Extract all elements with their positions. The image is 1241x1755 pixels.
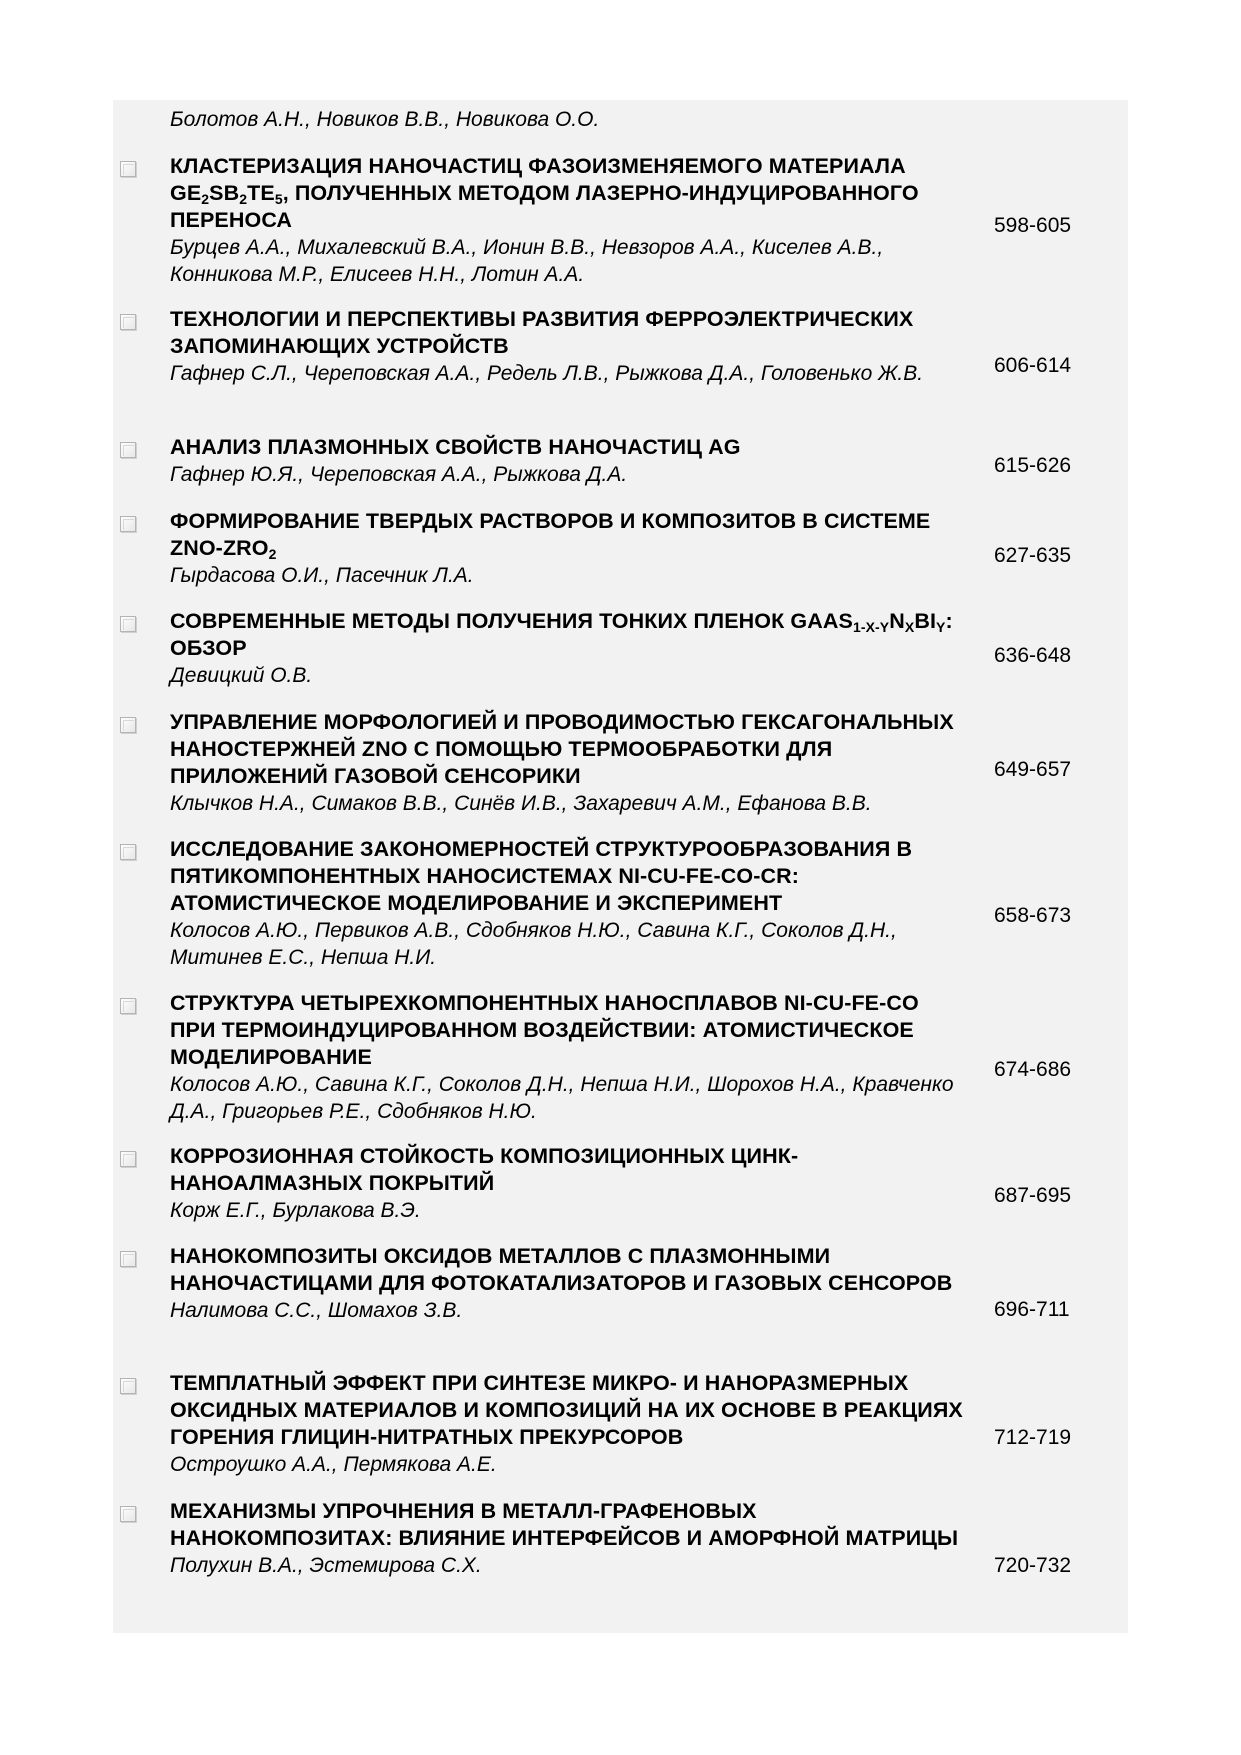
article-authors: Полухин В.А., Эстемирова С.Х.: [170, 1554, 482, 1577]
article-authors: Налимова С.С., Шомахов З.В.: [170, 1299, 463, 1322]
entry-text: [170, 1143, 970, 1224]
article-title[interactable]: ТЕХНОЛОГИИ И ПЕРСПЕКТИВЫ РАЗВИТИЯ ФЕРРОЭЛЕКТРИЧЕСКИХ ЗАПОМИНАЮЩИХ УСТРОЙСТВ: [170, 307, 914, 358]
checkbox-icon[interactable]: [120, 1378, 136, 1394]
checkbox-icon[interactable]: [120, 1251, 136, 1267]
article-authors: Бурцев А.А., Михалевский В.А., Ионин В.В., Невзоров А.А., Киселев А.В., Конникова М.Р., Елисеев Н.Н., Лотин А.А.: [170, 236, 884, 286]
article-pages: 712-719: [994, 1426, 1072, 1449]
entry-text: [170, 836, 970, 971]
article-authors: Гафнер С.Л., Череповская А.А., Редель Л.В., Рыжкова Д.А., Головенько Ж.В.: [170, 362, 924, 385]
article-title[interactable]: СТРУКТУРА ЧЕТЫРЕХКОМПОНЕНТНЫХ НАНОСПЛАВОВ NI-CU-FE-CO ПРИ ТЕРМОИНДУЦИРОВАННОМ ВОЗДЕЙСТВИИ: АТОМИСТИЧЕСКОЕ МОДЕЛИРОВАНИЕ: [170, 991, 919, 1069]
article-title[interactable]: ИССЛЕДОВАНИЕ ЗАКОНОМЕРНОСТЕЙ СТРУКТУРООБРАЗОВАНИЯ В ПЯТИКОМПОНЕНТНЫХ НАНОСИСТЕМАХ NI-CU-FE-CO-CR: АТОМИСТИЧЕСКОЕ МОДЕЛИРОВАНИЕ И ЭКСПЕРИМЕНТ: [170, 837, 913, 915]
entry-text: [170, 434, 970, 488]
article-title[interactable]: СОВРЕМЕННЫЕ МЕТОДЫ ПОЛУЧЕНИЯ ТОНКИХ ПЛЕНОК $GAAS_{1-X-Y}N_XBI_Y$: ОБЗОР: [170, 609, 953, 660]
article-title[interactable]: МЕХАНИЗМЫ УПРОЧНЕНИЯ В МЕТАЛЛ-ГРАФЕНОВЫХ НАНОКОМПОЗИТАХ: ВЛИЯНИЕ ИНТЕРФЕЙСОВ И АМОРФНОЙ МАТРИЦЫ: [170, 1499, 959, 1550]
article-pages: 636-648: [994, 644, 1072, 667]
article-authors: Колосов А.Ю., Первиков А.В., Сдобняков Н.Ю., Савина К.Г., Соколов Д.Н., Митинев Е.С., Непша Н.И.: [170, 919, 897, 969]
entry-text: [170, 153, 970, 288]
entry-text: [170, 608, 970, 689]
article-title[interactable]: ФОРМИРОВАНИЕ ТВЕРДЫХ РАСТВОРОВ И КОМПОЗИТОВ В СИСТЕМЕ ZNO-$ZRO_2$: [170, 509, 931, 562]
article-title[interactable]: КОРРОЗИОННАЯ СТОЙКОСТЬ КОМПОЗИЦИОННЫХ ЦИНК-НАНОАЛМАЗНЫХ ПОКРЫТИЙ: [170, 1144, 799, 1195]
entry-text: [170, 1498, 970, 1579]
entry-text: [170, 1243, 970, 1324]
checkbox-icon[interactable]: [120, 516, 136, 532]
article-pages: 674-686: [994, 1058, 1072, 1081]
checkbox-icon[interactable]: [120, 1506, 136, 1522]
article-title[interactable]: УПРАВЛЕНИЕ МОРФОЛОГИЕЙ И ПРОВОДИМОСТЬЮ ГЕКСАГОНАЛЬНЫХ НАНОСТЕРЖНЕЙ ZNO С ПОМОЩЬЮ ТЕРМООБРАБОТКИ ДЛЯ ПРИЛОЖЕНИЙ ГАЗОВОЙ СЕНСОРИКИ: [170, 710, 954, 788]
article-authors: Гафнер Ю.Я., Череповская А.А., Рыжкова Д.А.: [170, 463, 628, 486]
entry-text: [170, 709, 970, 817]
article-pages: 687-695: [994, 1184, 1072, 1207]
checkbox-icon[interactable]: [120, 717, 136, 733]
article-pages: 720-732: [994, 1554, 1072, 1577]
article-title[interactable]: НАНОКОМПОЗИТЫ ОКСИДОВ МЕТАЛЛОВ С ПЛАЗМОННЫМИ НАНОЧАСТИЦАМИ ДЛЯ ФОТОКАТАЛИЗАТОРОВ И ГАЗОВЫХ СЕНСОРОВ: [170, 1244, 953, 1295]
entry-text: [170, 990, 970, 1125]
article-authors: Корж Е.Г., Бурлакова В.Э.: [170, 1199, 421, 1222]
entry-text: [170, 306, 970, 387]
article-pages: 627-635: [994, 544, 1072, 567]
article-title[interactable]: ТЕМПЛАТНЫЙ ЭФФЕКТ ПРИ СИНТЕЗЕ МИКРО- И НАНОРАЗМЕРНЫХ ОКСИДНЫХ МАТЕРИАЛОВ И КОМПОЗИЦИЙ НА ИХ ОСНОВЕ В РЕАКЦИЯХ ГОРЕНИЯ ГЛИЦИН-НИТРАТНЫХ ПРЕКУРСОРОВ: [170, 1371, 963, 1449]
article-pages: 615-626: [994, 454, 1072, 477]
article-title[interactable]: КЛАСТЕРИЗАЦИЯ НАНОЧАСТИЦ ФАЗОИЗМЕНЯЕМОГО МАТЕРИАЛА $GE_2SB_2TE_5$, ПОЛУЧЕННЫХ МЕТОДОМ ЛАЗЕРНО-ИНДУЦИРОВАННОГО ПЕРЕНОСА: [170, 154, 919, 232]
article-authors: Клычков Н.А., Симаков В.В., Синёв И.В., Захаревич А.М., Ефанова В.В.: [170, 792, 872, 815]
entry-text: [170, 508, 970, 589]
checkbox-icon[interactable]: [120, 442, 136, 458]
article-authors: Колосов А.Ю., Савина К.Г., Соколов Д.Н., Непша Н.И., Шорохов Н.А., Кравченко Д.А., Григорьев Р.Е., Сдобняков Н.Ю.: [170, 1073, 954, 1123]
continued-authors: Болотов А.Н., Новиков В.В., Новикова О.О.: [170, 108, 600, 131]
article-pages: 658-673: [994, 904, 1072, 927]
article-authors: Гырдасова О.И., Пасечник Л.А.: [170, 564, 474, 587]
article-pages: 649-657: [994, 758, 1072, 781]
article-pages: 696-711: [994, 1298, 1070, 1321]
article-title[interactable]: АНАЛИЗ ПЛАЗМОННЫХ СВОЙСТВ НАНОЧАСТИЦ AG: [170, 435, 741, 459]
checkbox-icon[interactable]: [120, 844, 136, 860]
entry-text: [170, 1370, 970, 1478]
checkbox-icon[interactable]: [120, 1151, 136, 1167]
article-pages: 598-605: [994, 214, 1072, 237]
article-pages: 606-614: [994, 354, 1072, 377]
checkbox-icon[interactable]: [120, 616, 136, 632]
article-authors: Девицкий О.В.: [170, 664, 313, 687]
checkbox-icon[interactable]: [120, 314, 136, 330]
article-authors: Остроушко А.А., Пермякова А.Е.: [170, 1453, 497, 1476]
checkbox-icon[interactable]: [120, 161, 136, 177]
checkbox-icon[interactable]: [120, 998, 136, 1014]
